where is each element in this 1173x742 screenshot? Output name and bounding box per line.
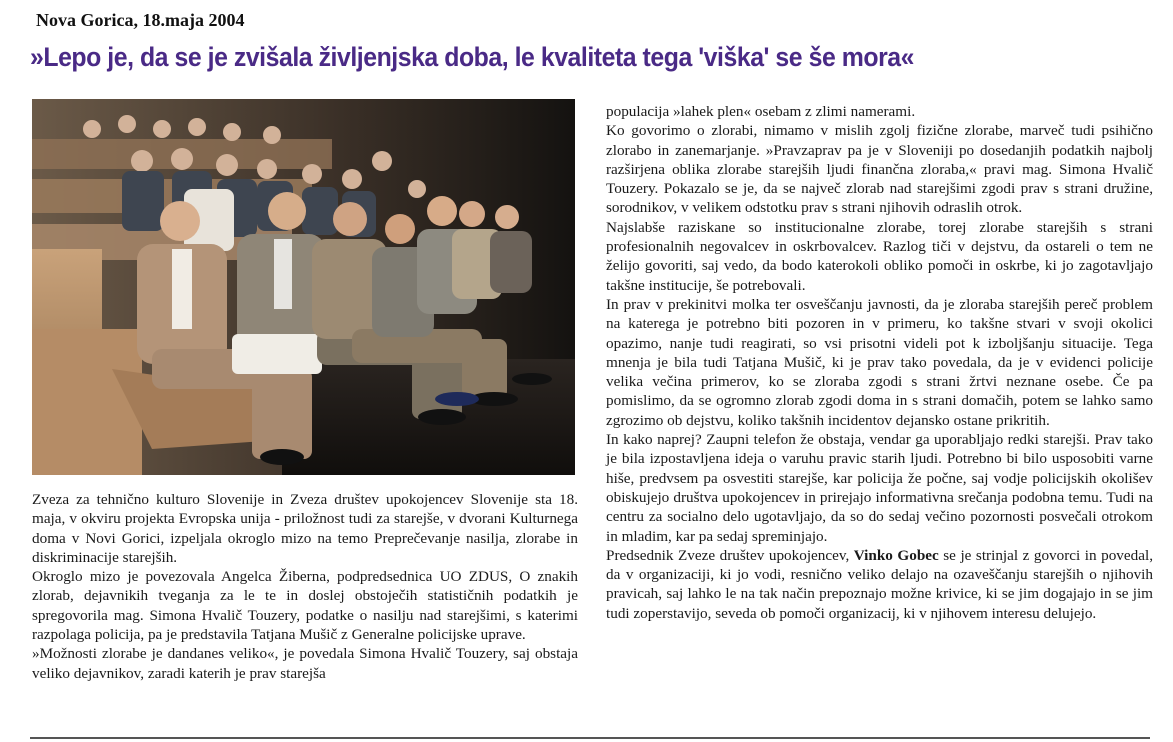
last-paragraph-start: Predsednik Zveze društev upokojencev, xyxy=(606,546,854,564)
right-column xyxy=(606,102,1153,623)
right-paragraph-1: populacija »lahek plen« osebam z zlimi namerami. xyxy=(606,103,916,120)
dateline: Nova Gorica, 18.maja 2004 xyxy=(36,10,245,30)
right-paragraph-3: Najslabše raziskane so institucionalne zlorabe, torej zlorabe starejših s strani profesionalnih negovalcev in oskrbovalcev. Razlog tiči v dejstvu, da ostareli o tem ne želijo govoriti, saj vedo, da bodo katerokoli obliko pomoči in oskrbe, ki jo zagotavljajo takšne institucije, še potrebovali. xyxy=(606,218,1153,294)
bottom-rule xyxy=(30,737,1150,739)
left-paragraph-1: Zveza za tehnično kulturo Slovenije in Zveza društev upokojencev Slovenije sta 18. maja, v okviru projekta Evropska unija - priložnost tudi za starejše, v dvorani Kulturnega doma v Novi Gorici, izpeljala okroglo mizo na temo Preprečevanje nasilja, zlorabe in diskriminacije starejših. xyxy=(32,491,578,566)
right-paragraph-4: In prav v prekinitvi molka ter osveščanju javnosti, da je zloraba starejših pereč problem na katerega je potrebno biti pozoren in v primeru, ko takšne stvari v svoji okolici opazimo, nanje tudi reagirati, so vsi prisotni videli pot k izboljšanju situacije. Tega mnenja je bila tudi Tatjana Mušič, ki je prav tako povedala, da je v evidenci policije velika večina primerov, ko se zloraba zgodi s strani žrtvi neznane osebe. Če pa pomislimo, da se ogromno zlorab zgodi doma in s strani domačih, potem se lahko samo zgrozimo ob dejstvu, koliko takšnih incidentov dejansko ostane prikritih. xyxy=(606,295,1153,429)
headline: »Lepo je, da se je zvišala življenjska doba, le kvaliteta tega 'viška' se še mora« xyxy=(30,42,915,72)
photo-audience-image xyxy=(32,99,575,475)
last-paragraph-end: se je strinjal z govorci in povedal, da v organizaciji, ki jo vodi, resnično veliko delajo na ozaveščanju starejših o njihovih pravicah, saj lahko le na tak način prepoznajo možne krivice, ki se jim dogajajo in se jim tudi zoperstavijo, seveda ob pomoči organizacij, ki v njihovem interesu delujejo. xyxy=(606,546,1153,622)
right-paragraph-5: In kako naprej? Zaupni telefon že obstaja, vendar ga uporabljajo redki starejši. Prav tako je bila izpostavljena ideja o varuhu pravic starih ljudi. Potrebno bi bilo usposobiti varne hiše, predvsem pa osvestiti starejše, kar policija že počne, saj vodje policijskih okolišev obiskujejo društva upokojencev in prirejajo informativna srečanja podobna temu. Tudi na centru za socialno delo ugotavljajo, da so do sedaj večino pozornosti posvečali otrokom in mladim, kar pa sedaj spreminjajo. xyxy=(606,431,1153,545)
right-paragraph-6 xyxy=(606,546,1153,623)
speaker-name: Vinko Gobec xyxy=(853,546,939,564)
right-paragraph-2: Ko govorimo o zlorabi, nimamo v mislih zgolj fizične zlorabe, marveč tudi psihično zlorabo in zanemarjanje. »Pravzaprav pa je v Sloveniji po dosedanjih podatkih najbolj razširjena oblika zlorabe starejših ljudi finančna zloraba,« pravi mag. Simona Hvalič Touzery. Pokazalo se je, da se največ zlorab nad starejšimi zgodi prav s strani družine, sorodnikov, v velikem odstotku prav s strani njihovih odraslih otrok. xyxy=(606,122,1153,217)
left-paragraph-3: »Možnosti zlorabe je dandanes veliko«, je povedala Simona Hvalič Touzery, saj obstaja veliko dejavnikov, zaradi katerih je prav starejša xyxy=(32,645,578,682)
left-column xyxy=(32,490,578,683)
left-paragraph-2: Okroglo mizo je povezovala Angelca Žiberna, podpredsednica UO ZDUS, O znakih zlorab, dejavnikih tveganja za le te in doslej obstoječih statističnih podatkih je spregovorila mag. Simona Hvalič Touzery, podatke o nasilju nad starejšimi, s katerimi razpolaga policija, pa je predstavila Tatjana Mušič z Generalne policijske uprave. xyxy=(32,568,578,644)
